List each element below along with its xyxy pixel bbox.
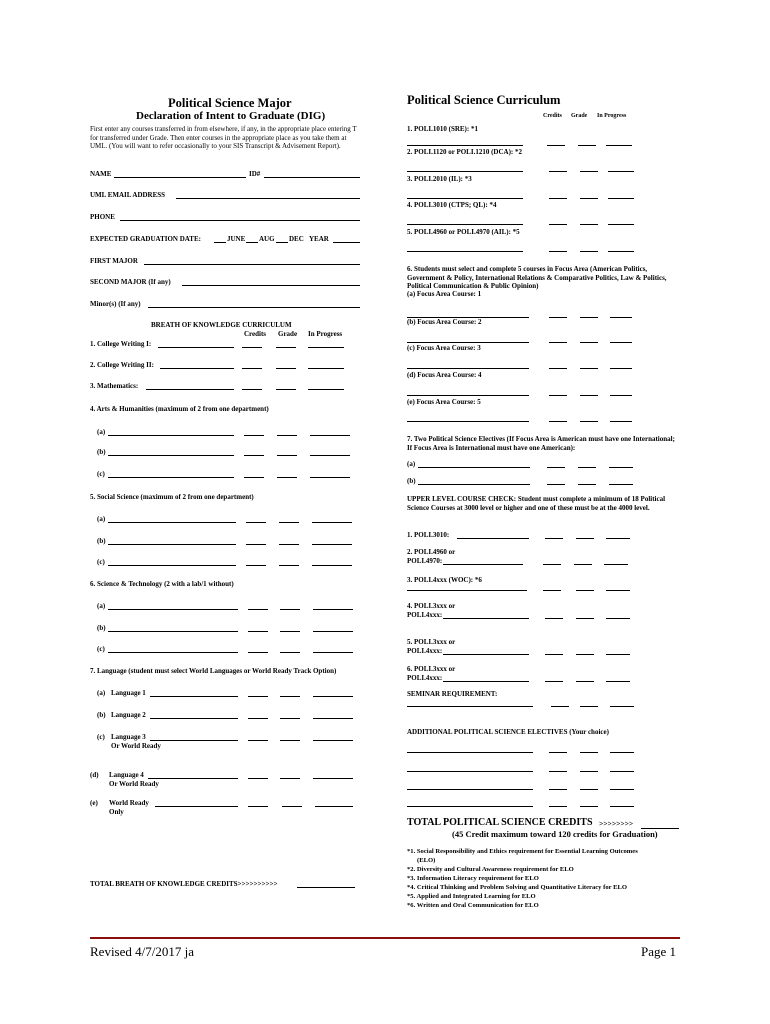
upper3-credits[interactable] <box>543 590 561 591</box>
arts-a-label: (a) <box>97 428 106 436</box>
arts-b-course[interactable] <box>108 455 234 456</box>
seminar-field[interactable] <box>407 706 533 707</box>
minors-label: Minor(s) (If any) <box>90 300 141 308</box>
second-major-label: SECOND MAJOR (If any) <box>90 278 171 286</box>
science-c-label: (c) <box>97 645 105 653</box>
additional1-inprogress[interactable] <box>610 752 634 753</box>
grad-date-label: EXPECTED GRADUATION DATE: <box>90 235 201 243</box>
writing2-course[interactable] <box>160 368 234 369</box>
social-c-credits[interactable] <box>246 565 266 566</box>
lang4-course[interactable] <box>148 778 238 779</box>
lang3-grade[interactable] <box>280 740 300 741</box>
course3-inprogress[interactable] <box>608 198 634 199</box>
right-title: Political Science Curriculum <box>407 93 561 107</box>
arts-b-label: (b) <box>97 448 106 456</box>
focus-d-grade[interactable] <box>580 395 598 396</box>
elective-b-label: (b) <box>407 477 416 485</box>
lang3-inprogress[interactable] <box>313 740 353 741</box>
right-col-grade: Grade <box>571 113 588 119</box>
science-a-label: (a) <box>97 602 106 610</box>
elective-a-inprogress[interactable] <box>609 467 633 468</box>
science-c-grade[interactable] <box>280 652 300 653</box>
course2-inprogress[interactable] <box>608 171 634 172</box>
upper6-inprogress[interactable] <box>606 681 630 682</box>
writing1-grade[interactable] <box>276 347 296 348</box>
upper1-inprogress[interactable] <box>606 538 630 539</box>
lang4-credits[interactable] <box>248 778 268 779</box>
focus-a-label: (a) Focus Area Course: 1 <box>407 290 482 298</box>
writing2-credits[interactable] <box>242 368 262 369</box>
worldready-inprogress[interactable] <box>315 806 353 807</box>
email-label: UML EMAIL ADDRESS <box>90 191 166 199</box>
social-a-inprogress[interactable] <box>312 522 352 523</box>
lang2-grade[interactable] <box>280 718 300 719</box>
writing2-grade[interactable] <box>276 368 296 369</box>
right-col-inprogress: In Progress <box>597 113 627 119</box>
phone-label: PHONE <box>90 213 115 221</box>
science-c-inprogress[interactable] <box>313 652 353 653</box>
lang2-inprogress[interactable] <box>313 718 353 719</box>
first-major-field[interactable] <box>144 264 360 265</box>
upper1-label: 1. POLI.3010: <box>407 531 450 539</box>
worldready-letter: (e) <box>90 799 98 807</box>
intro-paragraph: First enter any courses transferred in from elsewhere, if any, in the appropriate place entering T for transferred under Grade. Then enter courses in the appropriate place as you take them at UML. (You will want to refer occasionally to your SIS Transcript & Advisement Report). <box>90 125 357 151</box>
additional1-field[interactable] <box>407 752 533 753</box>
footer-rule <box>90 937 680 939</box>
focus-e-inprogress[interactable] <box>610 421 632 422</box>
social-c-grade[interactable] <box>279 565 299 566</box>
arts-a-grade[interactable] <box>277 435 297 436</box>
course1-field[interactable] <box>407 145 523 146</box>
additional2-inprogress[interactable] <box>610 771 634 772</box>
additional2-credits[interactable] <box>549 771 567 772</box>
lang1-credits[interactable] <box>248 696 268 697</box>
elective-b-inprogress[interactable] <box>609 484 633 485</box>
additional4-inprogress[interactable] <box>610 806 634 807</box>
writing1-inprogress[interactable] <box>308 347 344 348</box>
footnote-3: *3. Information Literacy requirement for ELO <box>407 875 539 882</box>
upper2-field[interactable] <box>443 564 523 565</box>
social-b-credits[interactable] <box>246 544 266 545</box>
course4-credits[interactable] <box>549 224 567 225</box>
math-label: 3. Mathematics: <box>90 382 139 390</box>
lang2-credits[interactable] <box>248 718 268 719</box>
id-label: ID# <box>249 170 261 178</box>
focus-e-field[interactable] <box>407 421 529 422</box>
worldready-credits[interactable] <box>248 806 268 807</box>
upper2-label-a: 2. POLI.4960 or <box>407 548 456 556</box>
social-a-course[interactable] <box>108 522 236 523</box>
focus-e-label: (e) Focus Area Course: 5 <box>407 398 481 406</box>
lang1-label: Language 1 <box>111 689 146 697</box>
aug-check[interactable] <box>246 242 258 243</box>
footnote-4: *4. Critical Thinking and Problem Solving and Quantitative Literacy for ELO <box>407 884 627 891</box>
social-b-label: (b) <box>97 537 106 545</box>
social-b-grade[interactable] <box>279 544 299 545</box>
science-b-inprogress[interactable] <box>313 631 353 632</box>
email-field[interactable] <box>176 198 360 199</box>
seminar-credits[interactable] <box>551 706 569 707</box>
course4-label: 4. POLI.3010 (CTPS; QL): *4 <box>407 201 497 209</box>
upper2-inprogress[interactable] <box>604 564 628 565</box>
science-a-inprogress[interactable] <box>313 609 353 610</box>
lang4-inprogress[interactable] <box>313 778 353 779</box>
upper4-inprogress[interactable] <box>606 618 630 619</box>
focus-c-field[interactable] <box>407 368 529 369</box>
upper2-label-b: POLI.4970: <box>407 557 443 565</box>
footnote-6: *6. Written and Oral Communication for ELO <box>407 902 539 909</box>
upper3-field[interactable] <box>407 590 527 591</box>
elective-a-label: (a) <box>407 460 416 468</box>
course5-inprogress[interactable] <box>608 251 634 252</box>
right-col-credits: Credits <box>543 113 562 119</box>
social-b-course[interactable] <box>108 544 236 545</box>
arts-b-grade[interactable] <box>277 455 297 456</box>
footnote-5: *5. Applied and Integrated Learning for ELO <box>407 893 536 900</box>
focus-d-field[interactable] <box>407 395 529 396</box>
additional1-credits[interactable] <box>549 752 567 753</box>
arts-b-inprogress[interactable] <box>310 455 350 456</box>
lang1-letter: (a) <box>97 689 106 697</box>
footnote-1b: (ELO) <box>417 857 436 864</box>
footnote-2: *2. Diversity and Cultural Awareness requirement for ELO <box>407 866 574 873</box>
lang4-or-world-ready: Or World Ready <box>109 780 159 788</box>
social-c-label: (c) <box>97 558 105 566</box>
upper4-field[interactable] <box>443 618 529 619</box>
science-a-grade[interactable] <box>280 609 300 610</box>
additional4-credits[interactable] <box>549 806 567 807</box>
arts-b-credits[interactable] <box>244 455 264 456</box>
course4-inprogress[interactable] <box>608 224 634 225</box>
focus-c-grade[interactable] <box>580 368 598 369</box>
additional4-grade[interactable] <box>580 806 598 807</box>
writing2-label: 2. College Writing II: <box>90 361 154 369</box>
footer-revised: Revised 4/7/2017 ja <box>90 944 194 959</box>
lang1-grade[interactable] <box>280 696 300 697</box>
lang2-course[interactable] <box>150 718 238 719</box>
second-major-field[interactable] <box>182 285 360 286</box>
additional2-field[interactable] <box>407 771 533 772</box>
total-poli-arrows: >>>>>>>> <box>599 819 634 828</box>
bok-title: BREATH OF KNOWLEDGE CURRICULUM <box>151 321 292 329</box>
course2-credits[interactable] <box>549 171 567 172</box>
upper6-field[interactable] <box>443 681 529 682</box>
phone-field[interactable] <box>120 220 360 221</box>
lang3-or-world-ready: Or World Ready <box>111 742 161 750</box>
social-a-label: (a) <box>97 515 106 523</box>
writing1-course[interactable] <box>158 347 234 348</box>
upper5-label-a: 5. POLI.3xxx or <box>407 638 456 646</box>
course5-grade[interactable] <box>580 251 598 252</box>
elective-a-credits[interactable] <box>547 467 565 468</box>
arts-c-inprogress[interactable] <box>310 477 350 478</box>
lang3-credits[interactable] <box>248 740 268 741</box>
focus-b-credits[interactable] <box>549 342 567 343</box>
focus-a-credits[interactable] <box>549 317 567 318</box>
bok-col-credits: Credits <box>244 330 267 338</box>
bok-col-grade: Grade <box>278 330 298 338</box>
science-c-credits[interactable] <box>248 652 268 653</box>
upper6-label-a: 6. POLI.3xxx or <box>407 665 456 673</box>
elective-b-credits[interactable] <box>547 484 565 485</box>
writing1-credits[interactable] <box>242 347 262 348</box>
footer-page-number: Page 1 <box>641 944 677 959</box>
minors-field[interactable] <box>148 307 360 308</box>
focus-b-inprogress[interactable] <box>610 342 632 343</box>
bok-col-inprogress: In Progress <box>308 330 343 338</box>
course2-grade[interactable] <box>580 171 598 172</box>
lang2-label: Language 2 <box>111 711 146 719</box>
dec-check[interactable] <box>276 242 288 243</box>
total-poli-note: (45 Credit maximum toward 120 credits for Graduation) <box>452 829 658 839</box>
math-inprogress[interactable] <box>308 389 344 390</box>
math-course[interactable] <box>146 389 234 390</box>
focus-d-inprogress[interactable] <box>610 395 632 396</box>
upper6-credits[interactable] <box>545 681 563 682</box>
focus-b-grade[interactable] <box>580 342 598 343</box>
worldready-grade[interactable] <box>282 806 302 807</box>
upper3-label: 3. POLI.4xxx (WOC): *6 <box>407 576 482 584</box>
arts-c-grade[interactable] <box>277 477 297 478</box>
focus-c-credits[interactable] <box>549 368 567 369</box>
seminar-grade[interactable] <box>580 706 598 707</box>
upper-level-intro: UPPER LEVEL COURSE CHECK: Student must complete a minimum of 18 Political Science Courses at 3000 level or higher and one of these must be at the 4000 level. <box>407 495 666 512</box>
upper5-field[interactable] <box>443 654 529 655</box>
additional-electives-label: ADDITIONAL POLITICAL SCIENCE ELECTIVES (Your choice) <box>407 728 609 736</box>
focus-e-credits[interactable] <box>549 421 567 422</box>
course5-label: 5. POLI.4960 or POLI.4970 (AIL): *5 <box>407 228 520 236</box>
worldready-course[interactable] <box>155 806 238 807</box>
science-b-credits[interactable] <box>248 631 268 632</box>
writing2-inprogress[interactable] <box>308 368 344 369</box>
first-major-label: FIRST MAJOR <box>90 257 138 265</box>
arts-a-inprogress[interactable] <box>310 435 350 436</box>
additional3-inprogress[interactable] <box>610 789 634 790</box>
math-grade[interactable] <box>276 389 296 390</box>
language-label: 7. Language (student must select World Languages or World Ready Track Option) <box>90 667 337 675</box>
elective-a-field[interactable] <box>418 467 530 468</box>
focus-b-field[interactable] <box>407 342 529 343</box>
lang4-letter: (d) <box>90 771 99 779</box>
id-field[interactable] <box>264 177 360 178</box>
math-credits[interactable] <box>242 389 262 390</box>
june-check[interactable] <box>214 242 226 243</box>
worldready-only: Only <box>109 808 124 816</box>
course1-grade[interactable] <box>578 145 596 146</box>
lang4-label: Language 4 <box>109 771 144 779</box>
upper5-label-b: POLI.4xxx: <box>407 647 443 655</box>
additional1-grade[interactable] <box>580 752 598 753</box>
upper6-grade[interactable] <box>576 681 594 682</box>
lang4-grade[interactable] <box>280 778 300 779</box>
course3-grade[interactable] <box>580 198 598 199</box>
name-field[interactable] <box>114 177 246 178</box>
upper4-grade[interactable] <box>576 618 594 619</box>
course5-credits[interactable] <box>549 251 567 252</box>
june-label: JUNE <box>227 235 246 243</box>
lang3-label: Language 3 <box>111 733 146 741</box>
arts-label: 4. Arts & Humanities (maximum of 2 from one department) <box>90 405 269 413</box>
elective-b-field[interactable] <box>418 484 530 485</box>
upper4-credits[interactable] <box>545 618 563 619</box>
course4-field[interactable] <box>407 224 523 225</box>
science-b-label: (b) <box>97 624 106 632</box>
science-b-grade[interactable] <box>280 631 300 632</box>
additional3-credits[interactable] <box>549 789 567 790</box>
course2-field[interactable] <box>407 171 523 172</box>
science-b-course[interactable] <box>108 631 238 632</box>
additional3-field[interactable] <box>407 789 533 790</box>
focus-c-label: (c) Focus Area Course: 3 <box>407 344 481 352</box>
upper5-credits[interactable] <box>545 654 563 655</box>
upper1-grade[interactable] <box>576 538 594 539</box>
arts-c-course[interactable] <box>108 477 234 478</box>
course1-inprogress[interactable] <box>606 145 632 146</box>
science-c-course[interactable] <box>108 652 238 653</box>
upper6-label-b: POLI.4xxx: <box>407 674 443 682</box>
year-field[interactable] <box>333 242 360 243</box>
seminar-inprogress[interactable] <box>610 706 634 707</box>
name-label: NAME <box>90 170 112 178</box>
course1-label: 1. POLI.1010 (SRE): *1 <box>407 125 478 133</box>
science-a-credits[interactable] <box>248 609 268 610</box>
social-c-course[interactable] <box>108 565 236 566</box>
course3-field[interactable] <box>407 198 523 199</box>
focus-e-grade[interactable] <box>580 421 598 422</box>
elective-a-grade[interactable] <box>578 467 596 468</box>
course3-label: 3. POLI.2010 (IL): *3 <box>407 175 472 183</box>
arts-a-credits[interactable] <box>244 435 264 436</box>
lang1-course[interactable] <box>150 696 238 697</box>
focus-intro: 6. Students must select and complete 5 courses in Focus Area (American Politics, Government & Policy, International Relations & Comparative Politics, Law & Politics, Political Communication & Public Opinion) <box>407 265 667 291</box>
course4-grade[interactable] <box>580 224 598 225</box>
focus-c-inprogress[interactable] <box>610 368 632 369</box>
social-a-credits[interactable] <box>246 522 266 523</box>
upper4-label-a: 4. POLI.3xxx or <box>407 602 456 610</box>
upper3-grade[interactable] <box>576 590 594 591</box>
course3-credits[interactable] <box>549 198 567 199</box>
arts-c-credits[interactable] <box>244 477 264 478</box>
left-subtitle: Declaration of Intent to Graduate (DIG) <box>136 110 326 122</box>
focus-d-label: (d) Focus Area Course: 4 <box>407 371 482 379</box>
aug-label: AUG <box>259 235 275 243</box>
lang3-letter: (c) <box>97 733 105 741</box>
social-b-inprogress[interactable] <box>312 544 352 545</box>
additional3-grade[interactable] <box>580 789 598 790</box>
arts-c-label: (c) <box>97 470 105 478</box>
left-title: Political Science Major <box>168 96 292 110</box>
focus-d-credits[interactable] <box>549 395 567 396</box>
upper4-label-b: POLI.4xxx: <box>407 611 443 619</box>
footnote-1: *1. Social Responsibility and Ethics requirement for Essential Learning Outcomes <box>407 848 638 855</box>
upper5-inprogress[interactable] <box>606 654 630 655</box>
upper1-credits[interactable] <box>545 538 563 539</box>
focus-b-label: (b) Focus Area Course: 2 <box>407 318 482 326</box>
writing1-label: 1. College Writing I: <box>90 340 152 348</box>
course5-field[interactable] <box>407 251 523 252</box>
focus-a-grade[interactable] <box>580 317 598 318</box>
science-a-course[interactable] <box>108 609 238 610</box>
lang1-inprogress[interactable] <box>313 696 353 697</box>
upper3-inprogress[interactable] <box>606 590 630 591</box>
electives-intro: 7. Two Political Science Electives (If Focus Area is American must have one International; If Focus Area is International must have one American): <box>407 435 675 452</box>
total-bok-label: TOTAL BREATH OF KNOWLEDGE CREDITS>>>>>>>>>> <box>90 880 278 888</box>
focus-a-inprogress[interactable] <box>610 317 632 318</box>
upper2-grade[interactable] <box>574 564 592 565</box>
upper2-credits[interactable] <box>543 564 561 565</box>
seminar-label: SEMINAR REQUIREMENT: <box>407 690 498 698</box>
additional4-field[interactable] <box>407 806 533 807</box>
lang2-letter: (b) <box>97 711 106 719</box>
course2-label: 2. POLI.1120 or POLI.1210 (DCA): *2 <box>407 148 522 156</box>
arts-a-course[interactable] <box>108 435 234 436</box>
additional2-grade[interactable] <box>580 771 598 772</box>
dec-label: DEC <box>289 235 304 243</box>
social-label: 5. Social Science (maximum of 2 from one department) <box>90 493 254 501</box>
science-label: 6. Science & Technology (2 with a lab/1 without) <box>90 580 234 588</box>
social-c-inprogress[interactable] <box>312 565 352 566</box>
total-bok-field[interactable] <box>297 887 355 888</box>
social-a-grade[interactable] <box>279 522 299 523</box>
lang3-course[interactable] <box>150 740 238 741</box>
elective-b-grade[interactable] <box>578 484 596 485</box>
upper5-grade[interactable] <box>576 654 594 655</box>
worldready-label: World Ready <box>109 799 149 807</box>
total-poli-label: TOTAL POLITICAL SCIENCE CREDITS <box>407 817 593 828</box>
year-label: YEAR <box>309 235 329 243</box>
course1-credits[interactable] <box>547 145 565 146</box>
upper1-field[interactable] <box>457 538 529 539</box>
